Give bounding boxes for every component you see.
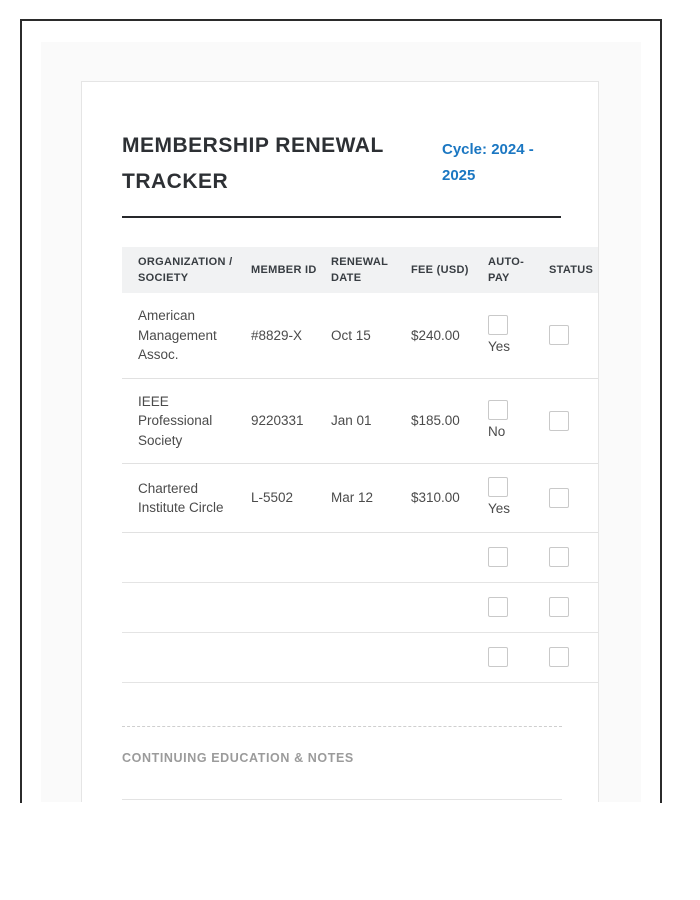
fee-cell: $310.00 xyxy=(411,490,460,506)
member-id-cell: L-5502 xyxy=(251,490,294,506)
page-background xyxy=(41,42,641,802)
status-checkbox[interactable] xyxy=(549,547,569,567)
status-checkbox[interactable] xyxy=(549,325,569,345)
auto-pay-cell xyxy=(488,597,549,617)
section-dashed-divider xyxy=(122,726,562,727)
document-viewer-frame xyxy=(20,19,662,803)
column-header-organization: ORGANIZATION / SOCIETY xyxy=(138,255,233,284)
member-id-cell: 9220331 xyxy=(251,413,304,429)
cycle-badge: Cycle: 2024 - 2025 xyxy=(442,141,534,184)
table-row xyxy=(122,379,599,465)
renewal-date-cell: Jan 01 xyxy=(331,413,372,429)
auto-pay-value: Yes xyxy=(488,338,511,354)
status-checkbox[interactable] xyxy=(549,647,569,667)
auto-pay-checkbox[interactable] xyxy=(488,647,508,667)
status-cell xyxy=(549,325,599,345)
page-title: MEMBERSHIP RENEWAL TRACKER xyxy=(122,134,384,193)
auto-pay-checkbox[interactable] xyxy=(488,477,508,497)
column-header-auto-pay: AUTO-PAY xyxy=(488,255,525,284)
column-header-member-id: MEMBER ID xyxy=(251,263,317,276)
organization-cell: IEEE Professional Society xyxy=(138,393,213,448)
auto-pay-cell xyxy=(488,315,549,357)
column-header-status: STATUS xyxy=(549,263,594,276)
fee-cell: $240.00 xyxy=(411,327,460,343)
column-header-fee: FEE (USD) xyxy=(411,263,469,276)
status-cell xyxy=(549,488,599,508)
status-checkbox[interactable] xyxy=(549,488,569,508)
member-id-cell: #8829-X xyxy=(251,327,303,343)
table-row-empty xyxy=(122,633,599,683)
auto-pay-cell xyxy=(488,477,549,519)
notes-section-heading: CONTINUING EDUCATION & NOTES xyxy=(122,750,354,765)
renewal-date-cell: Mar 12 xyxy=(331,490,374,506)
table-row-empty xyxy=(122,533,599,583)
status-checkbox[interactable] xyxy=(549,597,569,617)
table-row xyxy=(122,293,599,379)
card-content xyxy=(82,82,594,800)
auto-pay-checkbox[interactable] xyxy=(488,315,508,335)
auto-pay-cell xyxy=(488,647,549,667)
auto-pay-cell xyxy=(488,547,549,567)
auto-pay-checkbox[interactable] xyxy=(488,547,508,567)
column-header-renewal-date: RENEWAL DATE xyxy=(331,255,388,284)
table-header-row xyxy=(122,247,599,293)
auto-pay-cell xyxy=(488,400,549,442)
auto-pay-checkbox[interactable] xyxy=(488,597,508,617)
status-cell xyxy=(549,411,599,431)
auto-pay-value: Yes xyxy=(488,501,511,517)
fee-cell: $185.00 xyxy=(411,413,460,429)
status-checkbox[interactable] xyxy=(549,411,569,431)
auto-pay-checkbox[interactable] xyxy=(488,400,508,420)
renewal-date-cell: Oct 15 xyxy=(331,327,371,343)
status-cell xyxy=(549,547,599,567)
organization-cell: American Management Assoc. xyxy=(138,308,217,363)
tracker-document-card xyxy=(81,81,599,802)
membership-table xyxy=(122,247,599,683)
document-header xyxy=(122,128,562,200)
organization-cell: Chartered Institute Circle xyxy=(138,480,224,516)
notes-writing-line xyxy=(122,799,562,800)
auto-pay-value: No xyxy=(488,424,506,440)
status-cell xyxy=(549,647,599,667)
table-row xyxy=(122,464,599,533)
status-cell xyxy=(549,597,599,617)
table-row-empty xyxy=(122,583,599,633)
title-divider xyxy=(122,216,561,218)
